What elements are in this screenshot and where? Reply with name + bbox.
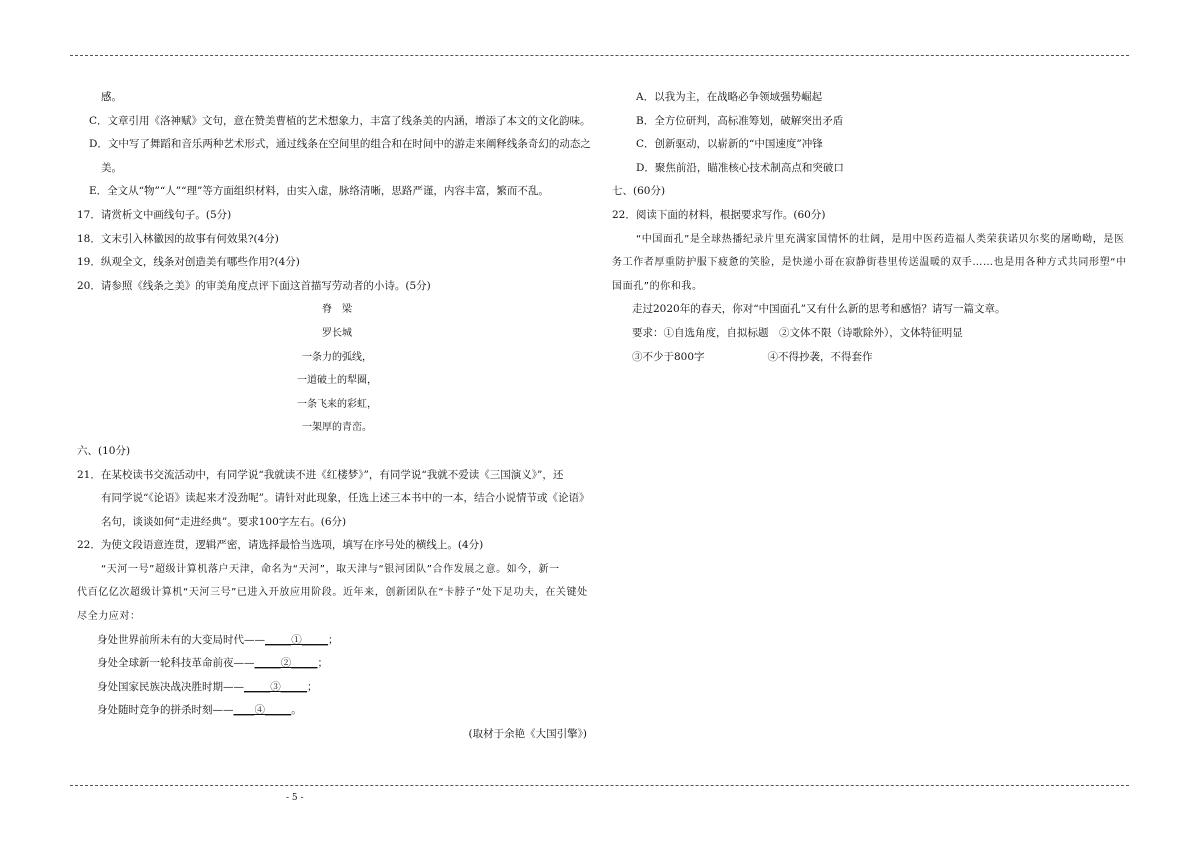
blank-end: ； — [317, 657, 328, 670]
fill-blank-line-4 — [77, 699, 597, 723]
text-line: 美。 — [101, 161, 122, 174]
poem-line: 一道破土的犁圈， — [297, 375, 377, 387]
poem-line: 一条力的弧线， — [302, 351, 372, 363]
essay-question: 22．阅读下面的材料，根据要求写作。(60分) — [612, 208, 826, 221]
answer-blank-4[interactable]: ____④_____ — [233, 704, 292, 717]
answer-blank-2[interactable]: _____②_____ — [254, 657, 318, 670]
blank-end: ； — [328, 633, 339, 646]
material-line: “中国面孔”是全球热播纪录片里充满家国情怀的壮阔，是用中医药造福人类荣获诺贝尔奖的屠呦呦，是医 — [636, 233, 1125, 245]
passage-line: 代百亿亿次超级计算机“天河三号”已进入开放应用阶段。近年来，创新团队在“卡脖子”处下足功夫，在关键处 — [77, 587, 588, 599]
material-line: 务工作者厚重防护服下疲惫的笑脸，是快递小哥在寂静街巷里传送温暖的双手……也是用各种方式共同形塑“中 — [612, 257, 1127, 269]
option-e: E．全文从“物”“人”“理”等方面组织材料，由实入虚，脉络清晰，思路严谨，内容丰富，繁而不乱。 — [89, 185, 549, 198]
question-20: 20．请参照《线条之美》的审美角度点评下面这首描写劳动者的小诗。(5分) — [77, 279, 431, 292]
blank-prompt: 身处世界前所未有的大变局时代—— — [97, 633, 265, 646]
poem-line: 一条飞来的彩虹， — [297, 398, 377, 410]
answer-blank-1[interactable]: _____①_____ — [265, 633, 328, 646]
option-d: D．文中写了舞蹈和音乐两种艺术形式，通过线条在空间里的组合和在时间中的游走来阐释线条奇幻的动态之 — [89, 138, 591, 151]
passage-line: “天河一号”超级计算机落户天津，命名为“天河”，取天津与“银河团队”合作发展之意。如今，新一 — [101, 563, 560, 575]
poem-author: 罗长城 — [322, 327, 352, 339]
text-line: 感。 — [101, 91, 122, 103]
right-column — [612, 86, 1132, 369]
bottom-dashed-rule — [70, 785, 1129, 786]
answer-blank-3[interactable]: _____③_____ — [244, 680, 307, 693]
top-dashed-rule — [70, 55, 1129, 56]
option-a: A．以我为主，在战略必争领域强势崛起 — [636, 91, 823, 103]
fill-blank-line-1 — [77, 629, 597, 653]
essay-requirements: 要求：①自选角度，自拟标题 ②文体不限（诗歌除外），文体特征明显 — [632, 326, 963, 339]
question-22: 22．为使文段语意连贯，逻辑严密，请选择最恰当选项，填写在序号处的横线上。(4分) — [77, 539, 484, 552]
essay-requirements: ③不少于800字 ④不得抄袭，不得套作 — [632, 350, 873, 363]
fill-blank-line-2 — [77, 652, 597, 676]
source-citation: (取材于余艳《大国引擎》) — [468, 728, 587, 741]
question-21-cont: 有同学说“《论语》读起来才没劲呢”。请针对此现象，任选上述三本书中的一本，结合小说情节或《论语》 — [101, 492, 590, 505]
question-18: 18．文末引入林徽因的故事有何效果?(4分) — [77, 232, 279, 245]
blank-end: 。 — [291, 704, 302, 717]
page-number: - 5 - — [286, 793, 304, 803]
option-c: C．创新驱动，以崭新的“中国速度”冲锋 — [636, 138, 823, 151]
blank-end: ； — [307, 680, 318, 693]
blank-prompt: 身处全球新一轮科技革命前夜—— — [97, 657, 255, 670]
question-21-cont: 名句，谈谈如何“走进经典”。要求100字左右。(6分) — [101, 515, 347, 528]
passage-line: 尽全力应对： — [77, 611, 141, 623]
section-six-heading: 六、(10分) — [77, 444, 131, 457]
blank-prompt: 身处随时竞争的拼杀时刻—— — [97, 704, 234, 717]
left-column — [77, 86, 597, 747]
essay-prompt: 走过2020年的春天，你对“中国面孔”又有什么新的思考和感悟？请写一篇文章。 — [632, 303, 1006, 316]
poem-title: 脊 梁 — [322, 304, 352, 316]
poem-line: 一架厚的青峦。 — [302, 422, 372, 434]
option-b: B．全方位研判，高标准筹划，破解突出矛盾 — [636, 114, 844, 127]
question-19: 19．纵观全文，线条对创造美有哪些作用?(4分) — [77, 256, 300, 269]
fill-blank-line-3 — [77, 676, 597, 700]
question-17: 17．请赏析文中画线句子。(5分) — [77, 208, 232, 221]
question-21: 21．在某校读书交流活动中，有同学说“我就读不进《红楼梦》”，有同学说“我就不爱读《三国演义》”，还 — [77, 468, 564, 481]
material-line: 国面孔”的你和我。 — [612, 280, 703, 292]
blank-prompt: 身处国家民族决战决胜时期—— — [97, 680, 244, 693]
option-d: D．聚焦前沿，瞄准核心技术制高点和突破口 — [636, 161, 844, 174]
section-seven-heading: 七、(60分) — [612, 185, 666, 198]
option-c: C．文章引用《洛神赋》文句，意在赞美曹植的艺术想象力，丰富了线条美的内涵，增添了本文的文化韵味。 — [89, 114, 591, 127]
